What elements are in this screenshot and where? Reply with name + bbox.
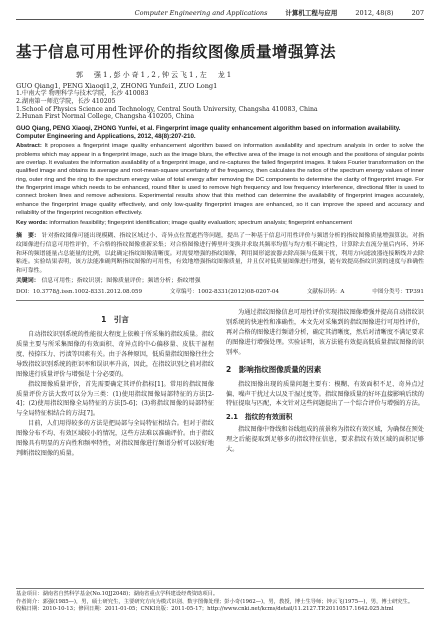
right-column — [226, 308, 424, 459]
doi-line — [16, 287, 424, 295]
journal-name-cn: 计算机工程与应用 — [285, 9, 338, 17]
keywords-label: Key words: — [16, 219, 48, 226]
paragraph: 指纹图像质量评价，首先需要确定其评价指标[1]。常用的指纹图像质量评价方法大致可以分为三类：(1)使用指纹图像局部特征的方法[2-4]；(2)使用指纹图像全局特征的方法[5-6]；(3)将指纹图像的局部特征与全局特征相结合的方法[7]。 — [16, 380, 214, 418]
divider — [16, 300, 424, 301]
paragraph: 自动指纹识别系统的性能很大程度上依赖于所采集的指纹质量。指纹质量主要与所采集图像的有效面积、奇异点的中心偏移量、皮肤干湿程度、按捺压力、污渍等因素有关。由于各种原因，低质量指纹图像往往会导致指纹识别系统的拒识率和误识率升高，因此，在指纹识别之前对指纹图像进行质量评价与增强是十分必要的。 — [16, 331, 214, 378]
footnotes — [16, 588, 424, 614]
footnote-funding: 基金项目：湖南省自然科学基金(No.10JJ2048)；湖南省重点学科建设经费资助项目。 — [16, 590, 219, 597]
cn-keywords-text: 信息可用性；指纹识别；图像质量评价；频谱分析；指纹增强 — [41, 278, 201, 285]
journal-name: Computer Engineering and Applications — [134, 9, 268, 17]
english-reference: GUO Qiang, PENG Xiaoqi, ZHONG Yunfei, et al. Fingerprint image quality enhancement algorithm based on information availability. Computer Engineering and Applications, 2012, 48(8):207-210. — [16, 125, 401, 141]
affiliations — [16, 90, 424, 121]
english-abstract — [16, 142, 424, 217]
keywords-text: information feasibility; fingerprint identification; image quality evaluation; spectrum analysis; fingerprint enhancement — [49, 219, 352, 226]
footnote-authors: 作者简介：郭强(1985—)，男，硕士研究生，主要研究方向为模式识别、数字图像处理；彭小奇(1962—)，男，教授，博士生导师；钟云飞(1975—)，男，博士研究生。 — [16, 598, 414, 605]
cn-keywords-label: 关键词： — [16, 277, 40, 285]
paper-title: 基于信息可用性评价的指纹图像质量增强算法 — [16, 43, 337, 61]
abstract-text: It proposes a fingerprint image quality enhancement algorithm based on information availability and spectrum analysis in order to solve the problems which may appear in a fingerprint image, such as the image blurs, the effective area of the image is not enough and the positions of singular points are overlap. It evaluates the information availability of a fingerprint image, and re-captures the failed fingerprint images. It takes Fourier transformation on the qualified image and obtains its average and root-mean-square uncertainty of the frequency, then calculates the ratios of the spectrum energy values of inner ring, outer ring and the ring to the spectrum energy value of total energy after removing the DC components to determine the clarity of fingerprint image. For the fingerprint image which needs to be enhanced, round filter is used to remove high frequency and low frequency interference, directional filter is used to connect broken lines and remove adhesions. Experimental results show that this method can determine the availability of fingerprint images accurately, enhance the fingerprint image quality effectively, and only low-quality fingerprint images are enhanced, so it can improve the speed and accuracy and reliability of the fingerprint recognition effectively. — [16, 143, 424, 217]
paragraph: 目前，人们用得较多的方法是把局部与全局特征相结合。但对于指纹图像分布不均、有效区域较小的情况，这些方法难以准确评价。由于指纹图像具有明显的方向性和频率特性，对指纹图像进行频谱分析可以较好地判断指纹图像的质量。 — [16, 420, 214, 458]
subsection-heading-2-1: 2.1 指纹的有效面积 — [226, 413, 293, 422]
footnote-dates: 收稿日期：2010-10-13；修回日期：2011-01-05；CNKI出版：2011-05-17；http://www.cnki.net/kcms/detail/11.2127.TP.20110517.1642.025.html — [16, 606, 394, 613]
section-heading-2: 2 影响指纹图像质量的因素 — [226, 364, 322, 374]
paragraph: 为通过指纹图像信息可用性评价实现指纹图像增强并提高自动指纹识别系统的快速性和准确性，本文先对采集到的指纹图像进行可用性评价，再对合格的图像进行频谱分析，确定其清晰度，然后对清晰度不满足要求的图像进行增强处理。实验证明，该方法能有效提高低质量指纹图像的识别率。 — [226, 309, 424, 356]
paragraph: 指纹图像中脊线和谷线组成的前景称为指纹有效区域，为确保在预处理之后能提取到足够多的指纹特征信息，要求指纹有效区域的面积足够大。 — [226, 426, 424, 454]
cn-abstract-text: 针对指纹图像可能出现模糊、指纹区域过小、奇异点位置遮挡等问题，提出了一种基于信息可用性评价与频谱分析的指纹图像质量增强算法。对指纹图像进行信息可用性评价，不合格的指纹图像重新采集；对合格图像进行傅里叶变换并求取其频率均值与均方根不确定性，计算除去直流分量后内环、外环和环的频谱能量占总能量的比例，以此确定指纹图像清晰度。对需要增强的指纹图像，利用圆形滤波器去除高频与低频干扰，利用方向滤波器连接断线并去除粘连。实验结果表明，该方法能准确判断指纹图像的可用性，有效地增强指纹图像质量，并且仅对低质量图像进行增强，能有效提高指纹识别的速度与准确性和可靠性。 — [16, 232, 425, 275]
left-column — [16, 308, 214, 459]
page-number: 207 — [411, 9, 424, 17]
chinese-abstract — [16, 232, 424, 276]
affiliation-cn-2: 2.湖南第一师范学院，长沙 410205 — [16, 97, 116, 105]
affiliation-en-2: 2.Hunan First Normal College, Changsha 410205, China — [16, 113, 195, 121]
section-heading-1: 1 引言 — [101, 315, 129, 325]
article-number: 文章编号：1002-8331(2012)08-0207-04 — [169, 289, 280, 296]
issue: 2012, 48(8) — [355, 9, 394, 17]
doi: DOI：10.3778/j.issn.1002-8331.2012.08.059 — [16, 289, 143, 296]
running-header — [16, 0, 424, 20]
paragraph: 指纹图像出现的质量问题主要有：模糊、有效面积不足、奇异点过偏、噪声干扰过大以及干湿过度等。指纹图像质量的好坏直接影响后续的特征提取与匹配，本文针对这些问题提出了一个综合评价与增强的方法。 — [226, 380, 424, 408]
affiliation-en-1: 1.School of Physics Science and Technology, Central South University, Changsha 410083, China — [16, 105, 318, 113]
abstract-label: Abstract: — [16, 143, 42, 150]
affiliation-cn-1: 1.中南大学 物理科学与技术学院，长沙 410083 — [16, 90, 149, 97]
english-keywords — [16, 219, 424, 227]
body-columns — [16, 308, 424, 459]
cn-abstract-label: 摘 要： — [16, 231, 40, 239]
authors-cn: 郭 强1,彭小奇1,2,钟云飞1,左 龙1 — [76, 71, 234, 79]
document-code: 文献标识码：A — [306, 289, 345, 296]
chinese-keywords — [16, 277, 424, 286]
authors-en: GUO Qiang1, PENG Xiaoqi1,2, ZHONG Yunfei1, ZUO Long1 — [16, 82, 218, 90]
classification: 中图分类号：TP391 — [372, 289, 424, 296]
